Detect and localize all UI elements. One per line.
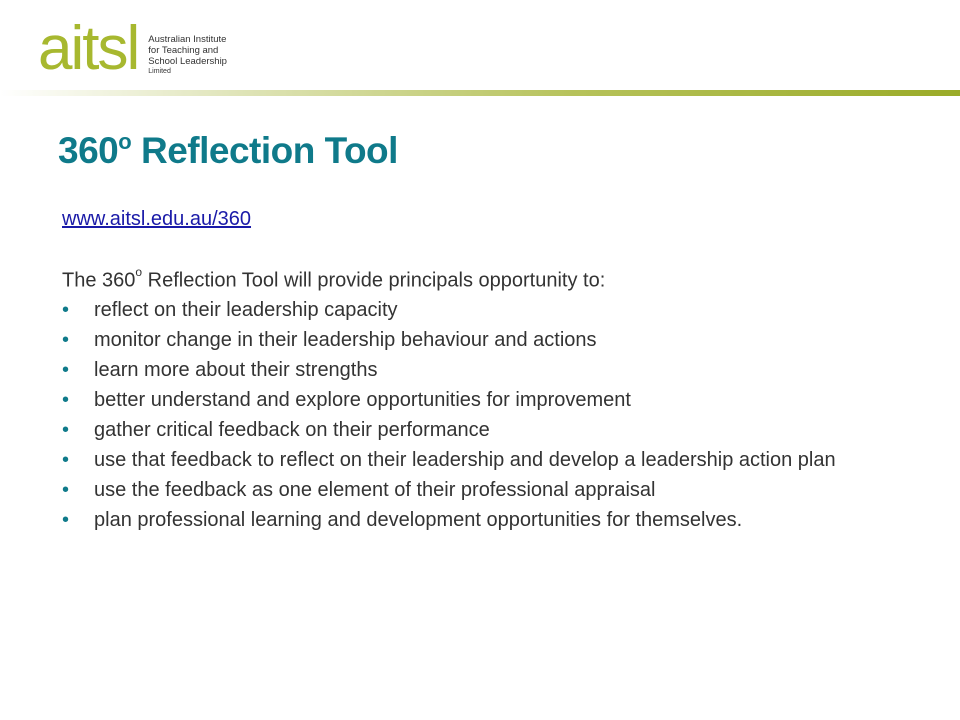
list-item	[62, 360, 902, 380]
bullet-icon: •	[62, 329, 70, 351]
list-item-text: use the feedback as one element of their professional appraisal	[94, 479, 656, 501]
list-item	[62, 390, 902, 410]
list-item	[62, 510, 902, 530]
bullet-icon: •	[62, 509, 70, 531]
logo-wordmark: aitsl	[38, 14, 139, 83]
list-item-text: plan professional learning and development opportunities for themselves.	[94, 509, 743, 531]
website-link[interactable]: www.aitsl.edu.au/360	[62, 208, 252, 230]
intro-degree-sign: o	[135, 265, 143, 279]
list-item	[62, 450, 902, 470]
aitsl-logo	[38, 14, 227, 84]
list-item	[62, 480, 902, 500]
list-item-text: gather critical feedback on their performance	[94, 419, 490, 441]
title-degree-sign: o	[118, 129, 132, 154]
header	[0, 0, 960, 92]
bullet-icon: •	[62, 479, 70, 501]
bullet-icon: •	[62, 359, 70, 381]
slide-title	[58, 130, 398, 172]
bullet-list	[62, 300, 902, 540]
header-divider	[0, 90, 960, 96]
logo-organisation-name	[148, 34, 227, 76]
bullet-icon: •	[62, 389, 70, 411]
list-item-text: monitor change in their leadership behaviour and actions	[94, 329, 597, 351]
bullet-icon: •	[62, 299, 70, 321]
title-prefix: 360	[58, 130, 119, 171]
list-item-text: use that feedback to reflect on their leadership and develop a leadership action plan	[94, 449, 836, 471]
list-item	[62, 330, 902, 350]
bullet-icon: •	[62, 419, 70, 441]
list-item	[62, 420, 902, 440]
bullet-icon: •	[62, 449, 70, 471]
list-item	[62, 300, 902, 320]
list-item-text: better understand and explore opportunities for improvement	[94, 389, 631, 411]
logo-line-1: Australian Institute	[148, 34, 227, 45]
list-item-text: learn more about their strengths	[94, 359, 378, 381]
logo-line-2: for Teaching and	[148, 45, 219, 56]
intro-suffix: Reflection Tool will provide principals opportunity to:	[142, 269, 606, 292]
intro-prefix: The 360	[62, 269, 136, 292]
logo-line-3: School Leadership	[148, 56, 227, 67]
logo-line-4: Limited	[148, 68, 171, 75]
intro-text	[62, 265, 606, 293]
title-suffix: Reflection Tool	[131, 130, 398, 171]
list-item-text: reflect on their leadership capacity	[94, 299, 398, 321]
